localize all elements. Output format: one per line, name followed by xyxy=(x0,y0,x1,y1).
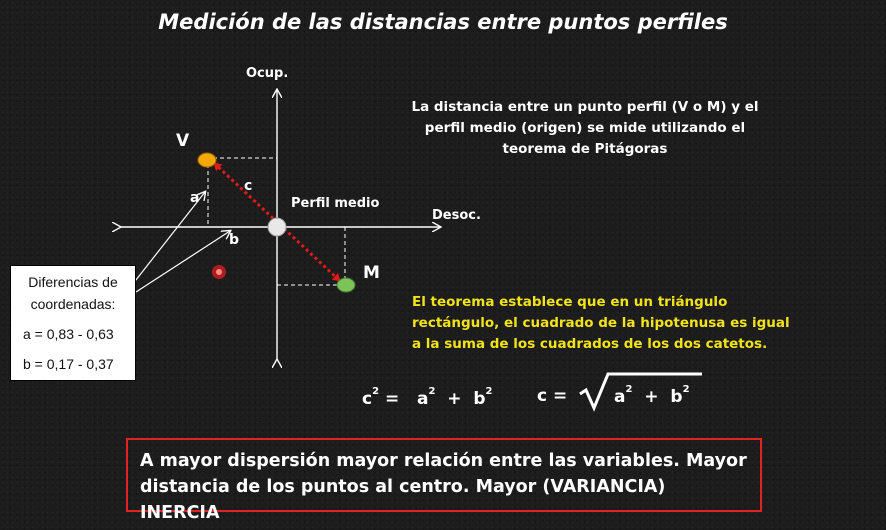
point-m xyxy=(337,278,355,292)
diff-b: b = 0,17 - 0,37 xyxy=(23,356,114,372)
conclusion-box: A mayor dispersión mayor relación entre las variables. Mayor distancia de los puntos al centro. Mayor (VARIANCIA) INERCIA xyxy=(126,438,762,512)
coordinate-differences-box xyxy=(10,265,136,381)
slide-title: Medición de las distancias entre puntos perfiles xyxy=(158,10,728,34)
formula-squared: $c^2$ = $a^2 + b^2$ xyxy=(362,386,493,409)
segment-b-label: b xyxy=(229,232,240,248)
diff-heading-2: coordenadas: xyxy=(30,296,116,312)
formula-root-radicand: $a^2 + b^2$ xyxy=(614,384,690,407)
point-m-label: M xyxy=(363,263,380,283)
origin-label: Perfil medio xyxy=(291,196,380,211)
theorem-description: El teorema establece que en un triángulo rectángulo, el cuadrado de la hipotenusa es igual a la suma de los cuadrados de los dos catetos. xyxy=(412,294,790,352)
segment-a-label: a xyxy=(190,190,200,206)
point-v xyxy=(198,153,216,167)
point-v-label: V xyxy=(176,131,190,151)
segment-c-label: c xyxy=(244,178,253,194)
x-axis-label: Desoc. xyxy=(432,208,481,223)
distance-description: La distancia entre un punto perfil (V o M) y el perfil medio (origen) se mide utilizando el teorema de Pitágoras xyxy=(411,99,759,157)
formula-root: c = xyxy=(537,386,568,406)
diff-a: a = 0,83 - 0,63 xyxy=(23,326,114,342)
point-origin xyxy=(268,218,286,236)
diff-heading-1: Diferencias de xyxy=(28,274,118,290)
y-axis-label: Ocup. xyxy=(246,66,289,81)
